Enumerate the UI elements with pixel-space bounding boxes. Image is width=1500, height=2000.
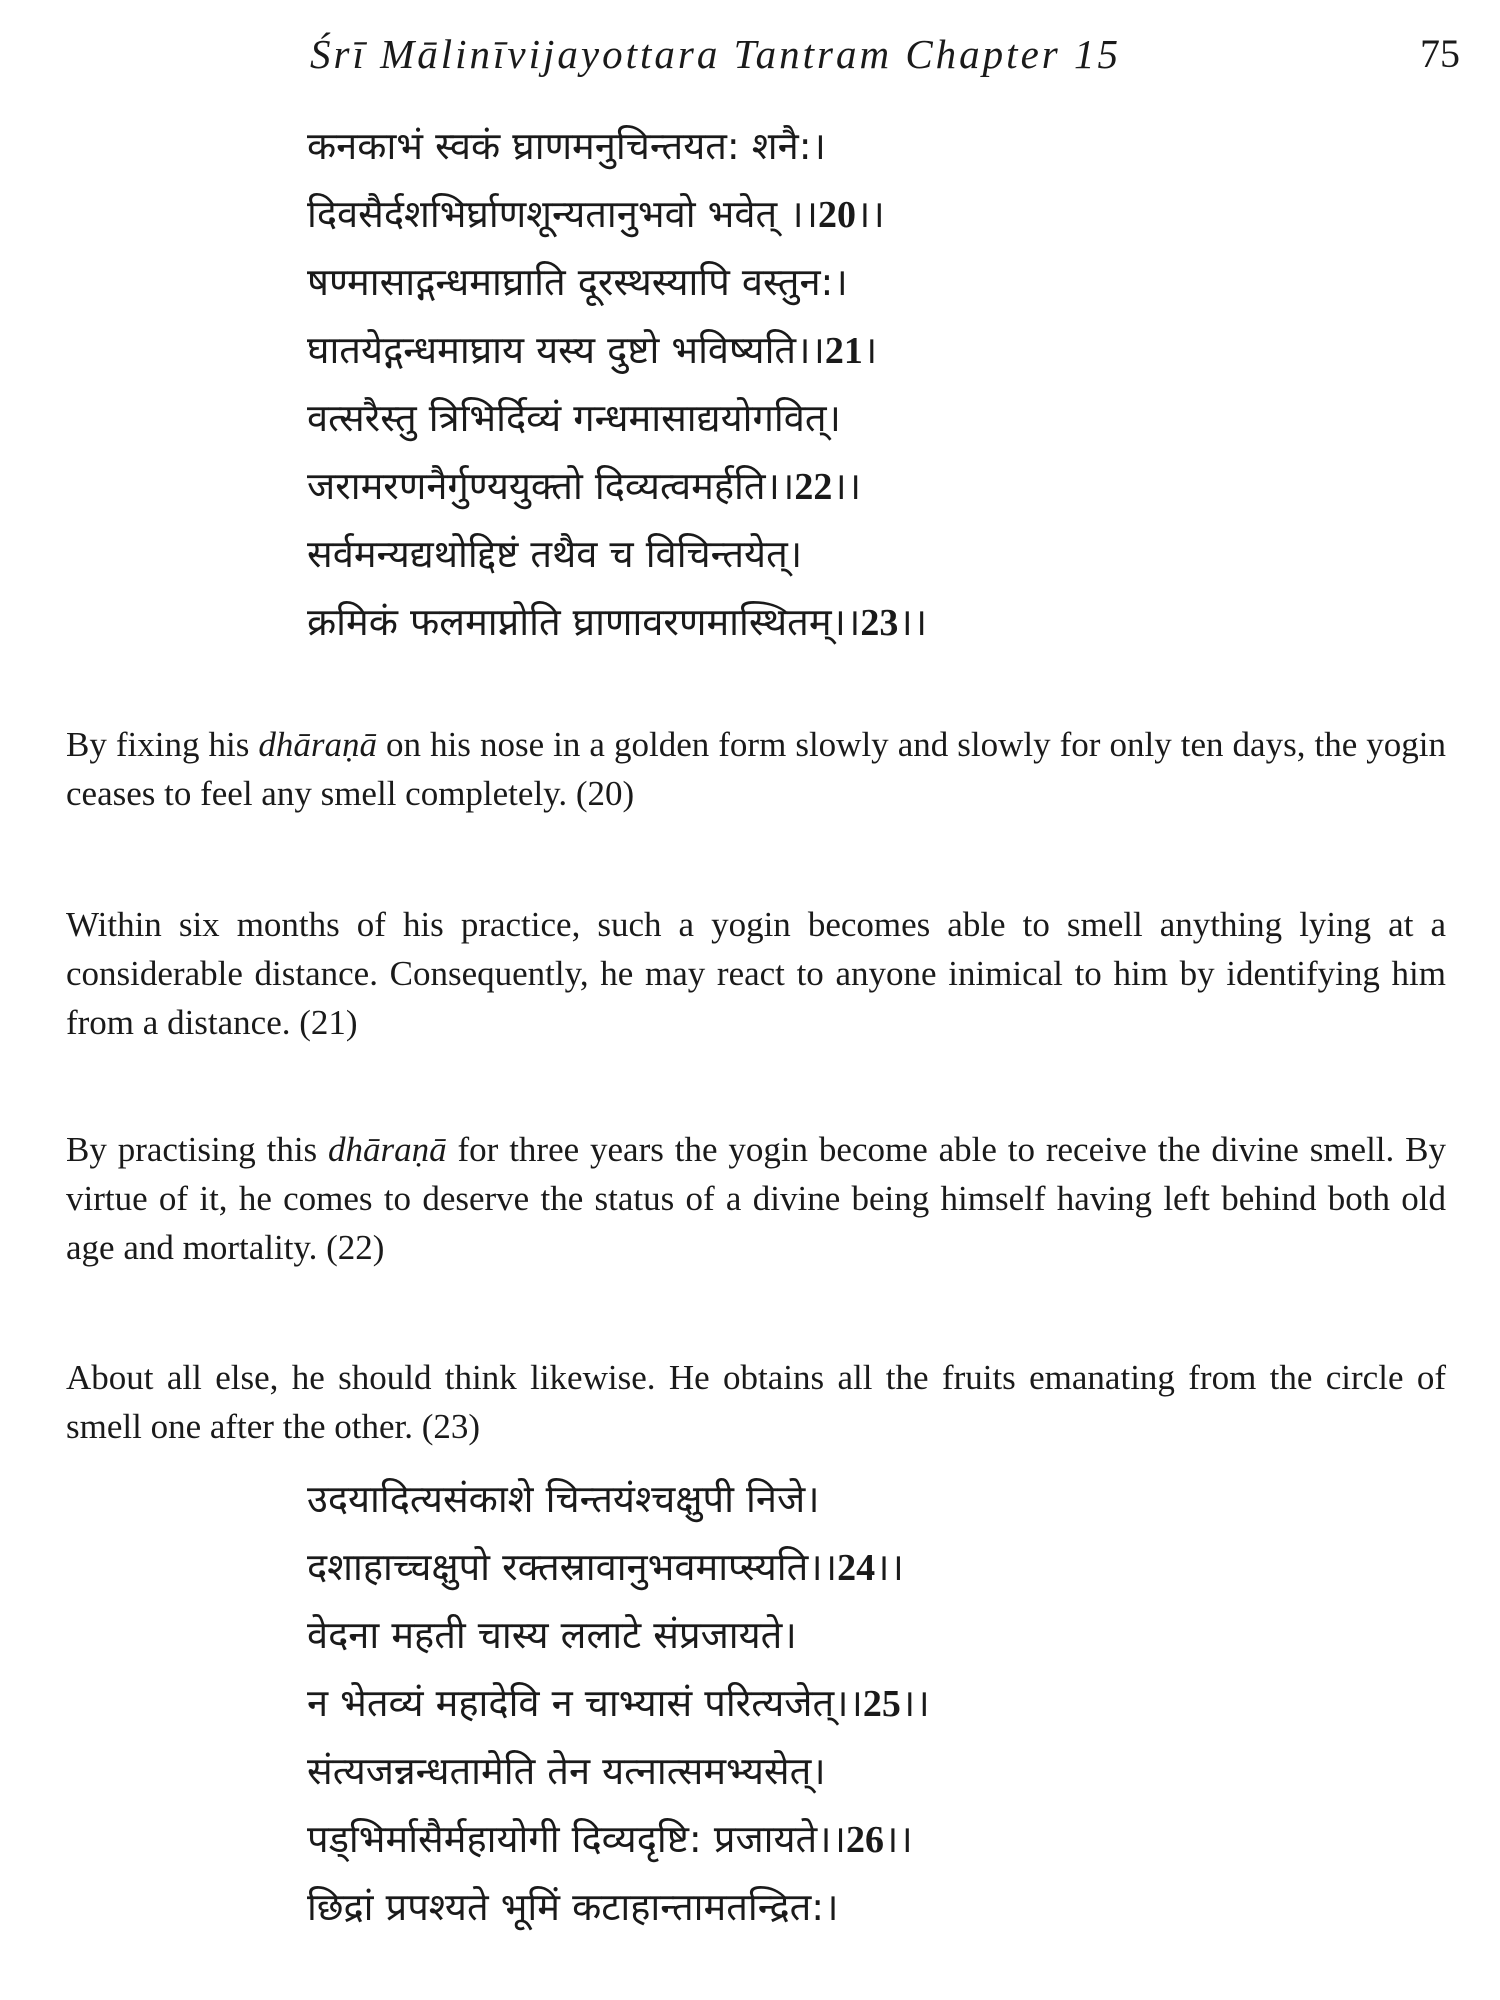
verse-line — [307, 180, 1457, 248]
verse-number: 26 — [845, 1819, 884, 1861]
verse-line — [307, 588, 1457, 656]
verse-end-mark: ।। — [900, 1681, 930, 1725]
verse-text: दशाहाच्चक्षुपो रक्तस्रावानुभवमाप्स्यति।। — [307, 1545, 838, 1589]
sanskrit-verses-top — [307, 112, 1457, 656]
verse-line — [307, 1601, 1457, 1669]
translation-paragraph-22: By practising this dhāraṇā for three years the yogin become able to receive the divine smell. By virtue of it, he comes to deserve the status of a divine being himself having left behind both old age and mortality. (22) — [66, 1130, 1446, 1267]
verse-line — [307, 1873, 1457, 1941]
verse-text: सर्वमन्यद्यथोद्दिष्टं तथैव च विचिन्तयेत्। — [307, 532, 803, 576]
verse-text: वत्सरैस्तु त्रिभिर्दिव्यं गन्धमासाद्ययोगवित्। — [307, 396, 841, 440]
verse-line — [307, 1465, 1457, 1533]
verse-number: 23 — [860, 602, 899, 644]
verse-line — [307, 452, 1457, 520]
verse-end-mark: । — [862, 328, 878, 372]
page-header — [60, 30, 1460, 90]
verse-text: कनकाभं स्वकं घ्राणमनुचिन्तयत: शनै:। — [307, 124, 826, 168]
verse-line — [307, 1533, 1457, 1601]
page-number: 75 — [1420, 31, 1460, 76]
verse-number: 25 — [862, 1683, 901, 1725]
verse-end-mark: ।। — [875, 1545, 904, 1589]
verse-line — [307, 1737, 1457, 1805]
verse-end-mark: ।। — [883, 1817, 913, 1861]
verse-end-mark: ।। — [898, 600, 928, 644]
verse-text: षण्मासाद्गन्धमाघ्राति दूरस्थस्यापि वस्तुन:। — [307, 260, 848, 304]
verse-line — [307, 520, 1457, 588]
verse-text: न भेतव्यं महादेवि न चाभ्यासं परित्यजेत्।। — [307, 1681, 863, 1725]
verse-number: 21 — [824, 330, 863, 372]
verse-line — [307, 112, 1457, 180]
running-title: Śrī Mālinīvijayottara Tantram Chapter 15 — [310, 31, 1121, 77]
verse-text: दिवसैर्दशभिर्घ्राणशून्यतानुभवो भवेत् ।। — [307, 192, 819, 236]
sanskrit-verses-bottom — [307, 1465, 1457, 1941]
verse-number: 20 — [818, 194, 857, 236]
verse-text: क्रमिकं फलमाप्नोति घ्राणावरणमास्थितम्।। — [307, 600, 861, 644]
verse-text: उदयादित्यसंकाशे चिन्तयंश्चक्षुपी निजे। — [307, 1477, 820, 1521]
verse-line — [307, 1805, 1457, 1873]
translation-paragraph-23: About all else, he should think likewise. He obtains all the fruits emanating from the circle of smell one after the other. (23) — [66, 1358, 1446, 1446]
verse-text: जरामरणनैर्गुण्ययुक्तो दिव्यत्वमर्हति।। — [307, 464, 795, 508]
verse-end-mark: ।। — [856, 192, 885, 236]
verse-text: वेदना महती चास्य ललाटे संप्रजायते। — [307, 1613, 797, 1657]
verse-text: घातयेद्गन्धमाघ्राय यस्य दुष्टो भविष्यति।। — [307, 328, 825, 372]
verse-end-mark: ।। — [832, 464, 862, 508]
term-dharana: dhāraṇā — [328, 1130, 447, 1169]
verse-line — [307, 248, 1457, 316]
verse-number: 22 — [794, 466, 833, 508]
translation-paragraph-21: Within six months of his practice, such a yogin becomes able to smell anything lying at a considerable distance. Consequently, he may react to anyone inimical to him by identifying him from a distance. (21) — [66, 905, 1446, 1042]
translation-paragraph-20: By fixing his dhāraṇā on his nose in a golden form slowly and slowly for only ten days, the yogin ceases to feel any smell completely. (20) — [66, 725, 1446, 813]
verse-line — [307, 316, 1457, 384]
verse-text: छिद्रां प्रपश्यते भूमिं कटाहान्तामतन्द्रित:। — [307, 1885, 839, 1929]
verse-line — [307, 384, 1457, 452]
verse-number: 24 — [837, 1547, 876, 1589]
verse-line — [307, 1669, 1457, 1737]
term-dharana: dhāraṇā — [258, 725, 378, 764]
verse-text: पड्भिर्मासैर्महायोगी दिव्यदृष्टि: प्रजायते।। — [307, 1817, 846, 1861]
verse-text: संत्यजन्नन्धतामेति तेन यत्नात्समभ्यसेत्। — [307, 1749, 826, 1793]
